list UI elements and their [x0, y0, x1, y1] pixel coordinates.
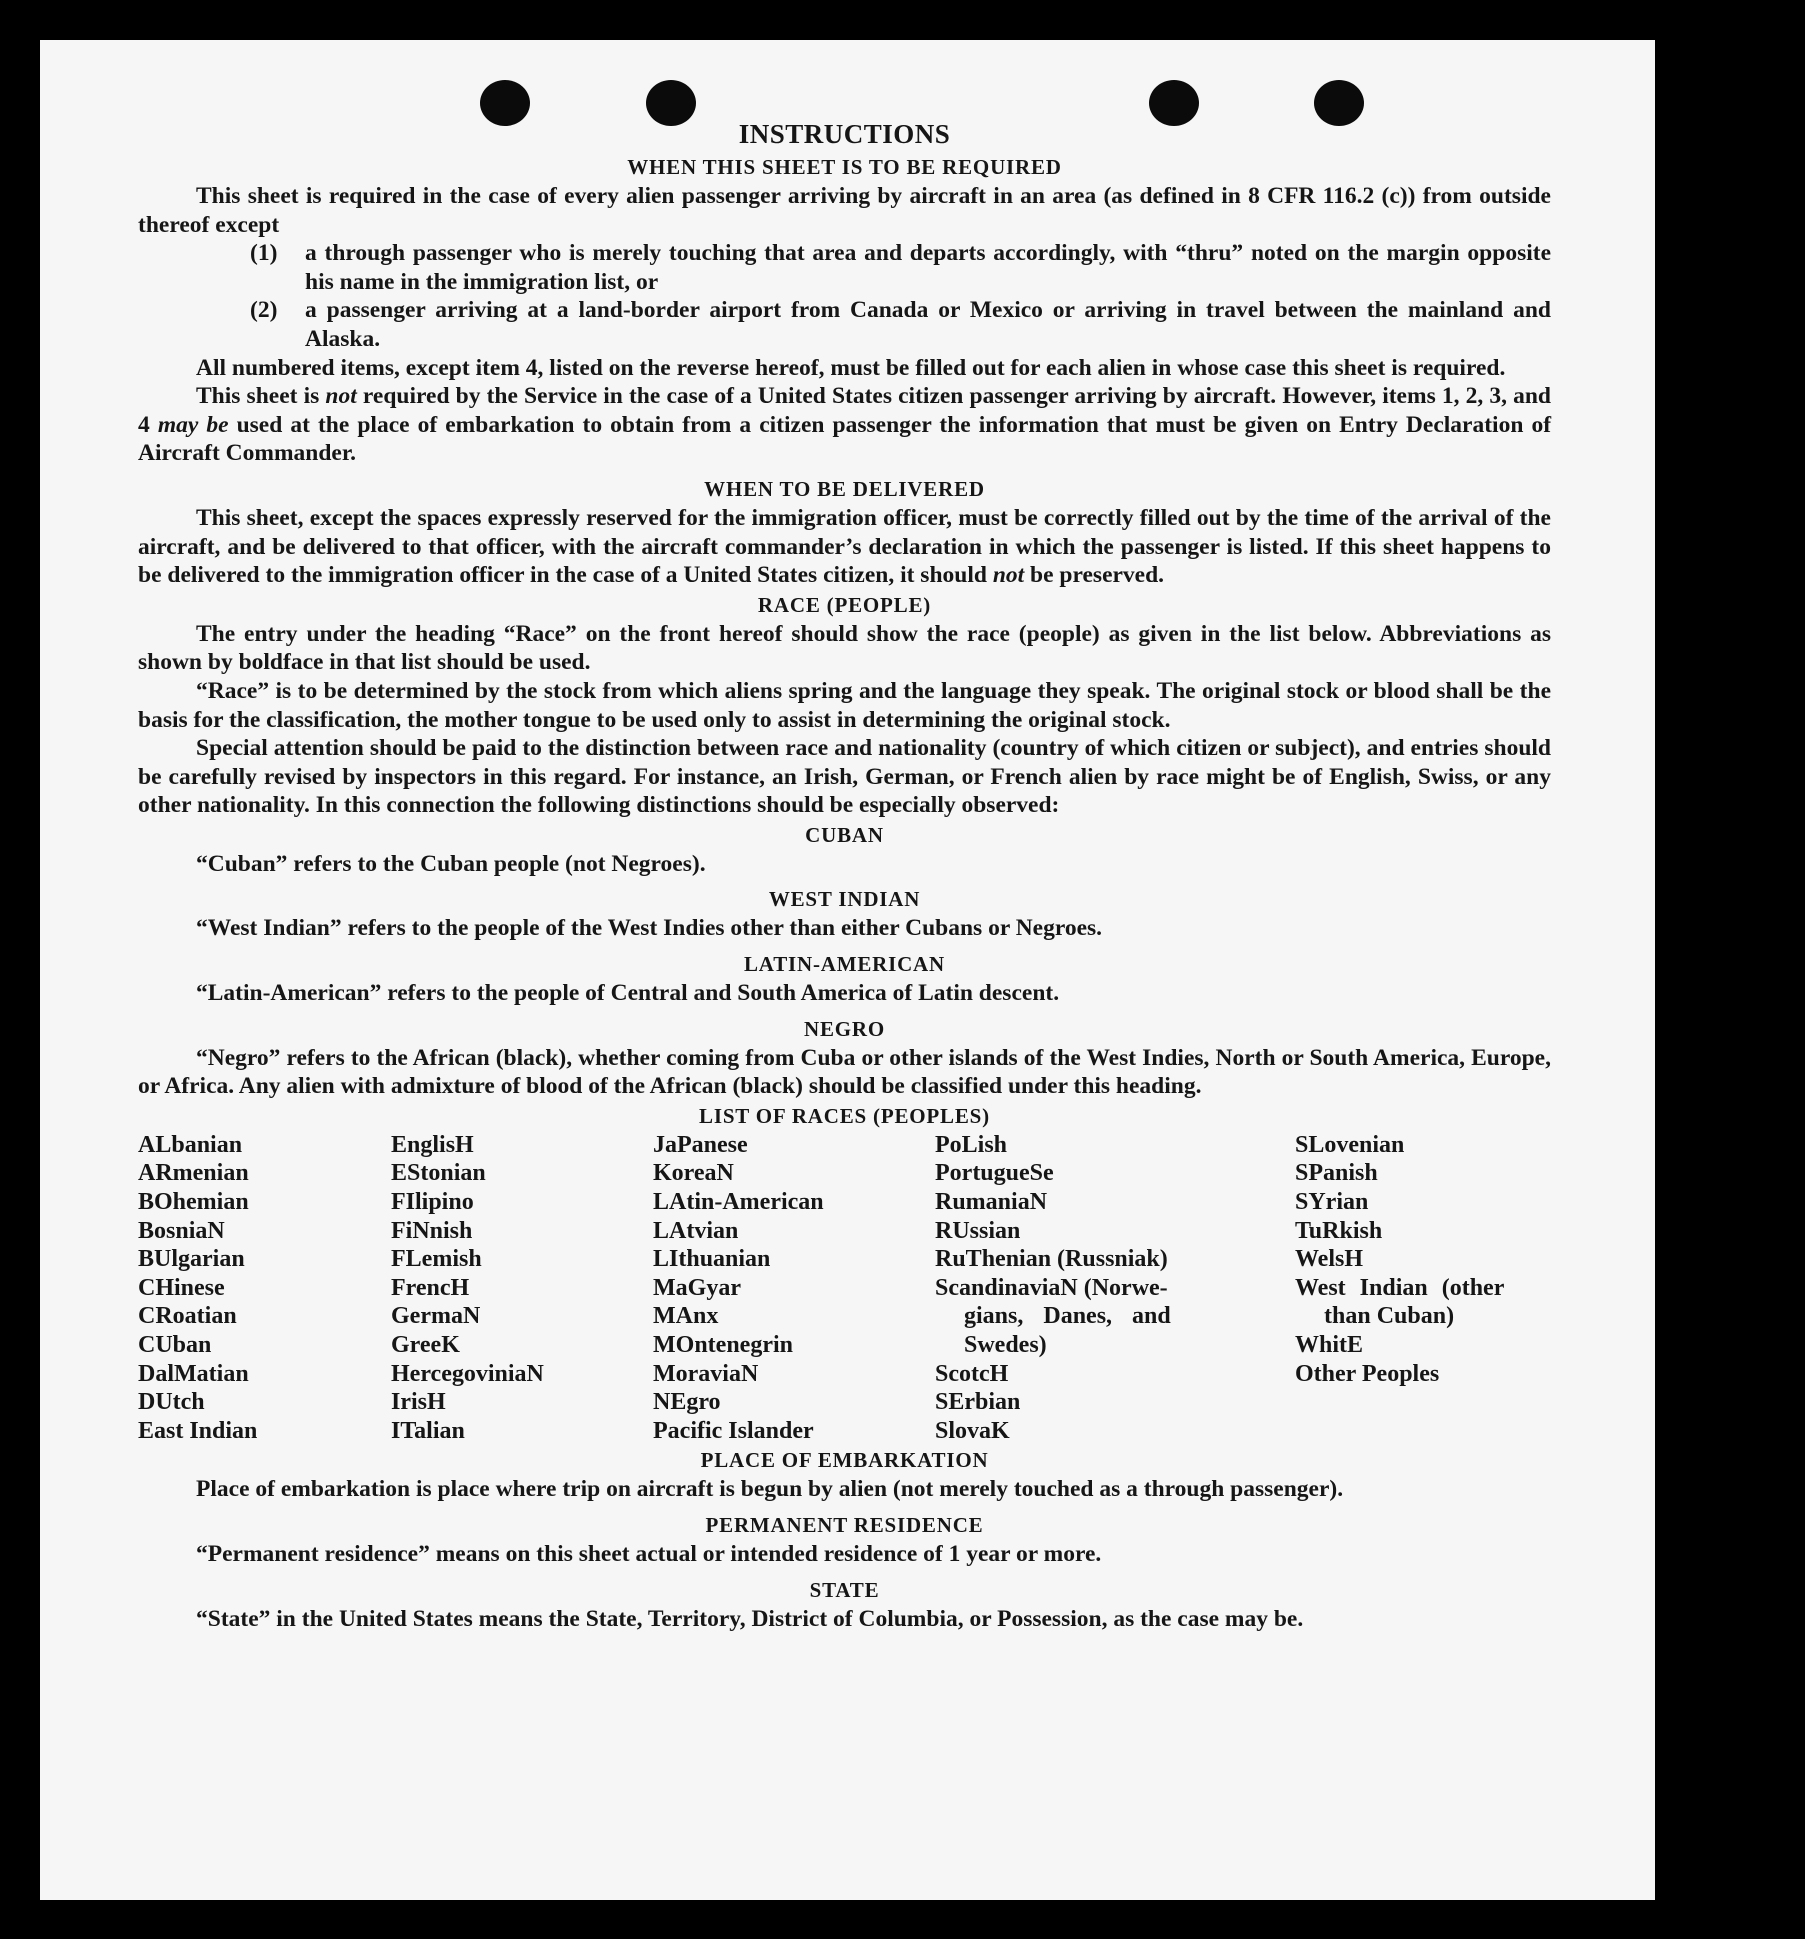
race-entry: ITalian: [391, 1417, 465, 1444]
race-column: [935, 1131, 1221, 1446]
item-number: (2): [250, 297, 278, 324]
paragraph: This sheet, except the spaces expressly reserved for the immigration officer, must be correctly filled out by the time of the arrival of the aircraft, and be delivered to that officer, with the aircraft commander’s declaration in which the passenger is listed. If this sheet happens to be delivered to the immigration officer in the case of a United States citizen, it should not be preserved.: [138, 504, 1551, 589]
paragraph: “Negro” refers to the African (black), whether coming from Cuba or other islands of the West Indies, North or South America, Europe, or Africa. Any alien with admixture of blood of the African (black) should be classified under this heading.: [138, 1044, 1551, 1100]
race-entry: ScotcH: [935, 1360, 1009, 1387]
section-heading-residence: PERMANENT RESIDENCE: [705, 1512, 984, 1537]
race-column: [653, 1131, 935, 1446]
race-entry: RumaniaN: [935, 1189, 1048, 1216]
race-entry: RUssian: [935, 1217, 1021, 1244]
race-entry: ARmenian: [138, 1160, 249, 1187]
race-entry: East Indian: [138, 1417, 258, 1444]
paragraph: “State” in the United States means the State, Territory, District of Columbia, or Possession, as the case may be.: [196, 1605, 1304, 1632]
race-entry: GermaN: [391, 1303, 481, 1330]
race-entry-continuation: gians, Danes, and: [964, 1303, 1171, 1330]
race-entry: SYrian: [1295, 1189, 1369, 1216]
race-column: [138, 1131, 391, 1446]
race-entry: CHinese: [138, 1274, 225, 1301]
item-number: (1): [250, 240, 278, 267]
race-entry: WelsH: [1295, 1246, 1364, 1273]
race-entry: EnglisH: [391, 1131, 474, 1158]
race-entry: IrisH: [391, 1389, 446, 1416]
race-entry: NEgro: [653, 1389, 721, 1416]
item-text: a passenger arriving at a land-border airport from Canada or Mexico or arriving in travel between the mainland and Alaska.: [305, 297, 1551, 352]
race-entry: SErbian: [935, 1389, 1021, 1416]
race-entry: LIthuanian: [653, 1246, 771, 1273]
race-entry: DalMatian: [138, 1360, 249, 1387]
race-list: [138, 1131, 1551, 1446]
race-entry: TuRkish: [1295, 1217, 1383, 1244]
race-entry: West Indian (other: [1295, 1274, 1505, 1301]
paragraph: “Latin-American” refers to the people of Central and South America of Latin descent.: [196, 980, 1060, 1007]
section-heading-embarkation: PLACE OF EMBARKATION: [700, 1448, 989, 1473]
race-entry: MaGyar: [653, 1274, 741, 1301]
paragraph: “Cuban” refers to the Cuban people (not Negroes).: [196, 850, 706, 877]
race-column: [1295, 1131, 1557, 1446]
section-heading-west-indian: WEST INDIAN: [768, 887, 921, 912]
race-entry: FLemish: [391, 1246, 482, 1273]
race-entry: BOhemian: [138, 1189, 249, 1216]
section-heading-latin-american: LATIN-AMERICAN: [744, 952, 945, 977]
race-entry: ALbanian: [138, 1131, 243, 1158]
paragraph: All numbered items, except item 4, listed on the reverse hereof, must be filled out for each alien in whose case this sheet is required.: [196, 354, 1506, 381]
race-entry: PortugueSe: [935, 1160, 1054, 1187]
paragraph: “Race” is to be determined by the stock from which aliens spring and the language they speak. The original stock or blood shall be the basis for the classification, the mother tongue to be used only to assist in determining the original stock.: [138, 677, 1551, 733]
race-entry-continuation: Swedes): [964, 1332, 1047, 1358]
exception-item: [138, 296, 1551, 353]
race-entry: FIlipino: [391, 1189, 474, 1216]
race-entry: FrencH: [391, 1274, 470, 1301]
paragraph: The entry under the heading “Race” on the front hereof should show the race (people) as given in the list below. Abbreviations as shown by boldface in that list should be used.: [138, 620, 1551, 676]
section-heading-race-list: LIST OF RACES (PEOPLES): [699, 1103, 990, 1128]
item-text: a through passenger who is merely touching that area and departs accordingly, with “thru” noted on the margin opposite his name in the immigration list, or: [305, 240, 1551, 295]
document-page: [40, 40, 1655, 1900]
exception-item: [138, 239, 1551, 296]
race-entry: MoraviaN: [653, 1360, 759, 1387]
race-entry: CRoatian: [138, 1303, 237, 1330]
race-entry: EStonian: [391, 1160, 486, 1187]
race-entry: LAtvian: [653, 1217, 739, 1244]
race-entry: BUlgarian: [138, 1246, 245, 1273]
race-entry: KoreaN: [653, 1160, 734, 1187]
race-entry: WhitE: [1295, 1332, 1364, 1358]
race-entry: Other Peoples: [1295, 1360, 1440, 1387]
race-entry: CUban: [138, 1332, 212, 1358]
paragraph: “West Indian” refers to the people of the West Indies other than either Cubans or Negroes.: [196, 915, 1103, 942]
race-entry-continuation: than Cuban): [1324, 1303, 1455, 1330]
race-entry: PoLish: [935, 1131, 1008, 1158]
section-heading-cuban: CUBAN: [805, 822, 884, 847]
race-entry: MOntenegrin: [653, 1332, 793, 1358]
race-entry: BosniaN: [138, 1217, 225, 1244]
race-entry: FiNnish: [391, 1217, 473, 1244]
section-heading-race: RACE (PEOPLE): [757, 592, 932, 617]
race-column: [391, 1131, 653, 1446]
instructions-content: [138, 116, 1551, 1633]
section-heading-delivered: WHEN TO BE DELIVERED: [704, 476, 985, 501]
paragraph: Special attention should be paid to the distinction between race and nationality (country of which citizen or subject), and entries should be carefully revised by inspectors in this regard. For instance, an Irish, German, or French alien by race might be of English, Swiss, or any other nationality. In this connection the following distinctions should be especially observed:: [138, 735, 1551, 819]
race-entry: SLovenian: [1295, 1131, 1405, 1158]
race-entry: SPanish: [1295, 1160, 1378, 1187]
race-entry: RuThenian (Russniak): [935, 1246, 1168, 1273]
race-entry: JaPanese: [653, 1131, 748, 1158]
paragraph: Place of embarkation is place where trip on aircraft is begun by alien (not merely touched as a through passenger).: [196, 1476, 1344, 1503]
race-entry: MAnx: [653, 1303, 719, 1330]
race-entry: SlovaK: [935, 1417, 1010, 1444]
section-heading-state: STATE: [809, 1577, 880, 1602]
paragraph: “Permanent residence” means on this sheet actual or intended residence of 1 year or more.: [196, 1540, 1102, 1567]
paragraph: This sheet is required in the case of every alien passenger arriving by aircraft in an area (as defined in 8 CFR 116.2 (c)) from outside thereof except: [138, 183, 1551, 238]
race-entry: ScandinaviaN (Norwe-: [935, 1274, 1168, 1301]
paragraph: This sheet is not required by the Service in the case of a United States citizen passenger arriving by aircraft. However, items 1, 2, 3, and 4 may be used at the place of embarkation to obtain from a citizen passenger the information that must be given on Entry Declaration of Aircraft Commander.: [138, 383, 1552, 467]
race-entry: DUtch: [138, 1389, 205, 1416]
race-entry: GreeK: [391, 1332, 460, 1358]
section-heading-negro: NEGRO: [803, 1016, 885, 1041]
section-heading-required: WHEN THIS SHEET IS TO BE REQUIRED: [627, 155, 1062, 179]
race-entry: Pacific Islander: [653, 1417, 814, 1444]
page-title: INSTRUCTIONS: [738, 119, 951, 149]
race-entry: HercegoviniaN: [391, 1360, 544, 1387]
race-entry: LAtin-American: [653, 1189, 824, 1216]
